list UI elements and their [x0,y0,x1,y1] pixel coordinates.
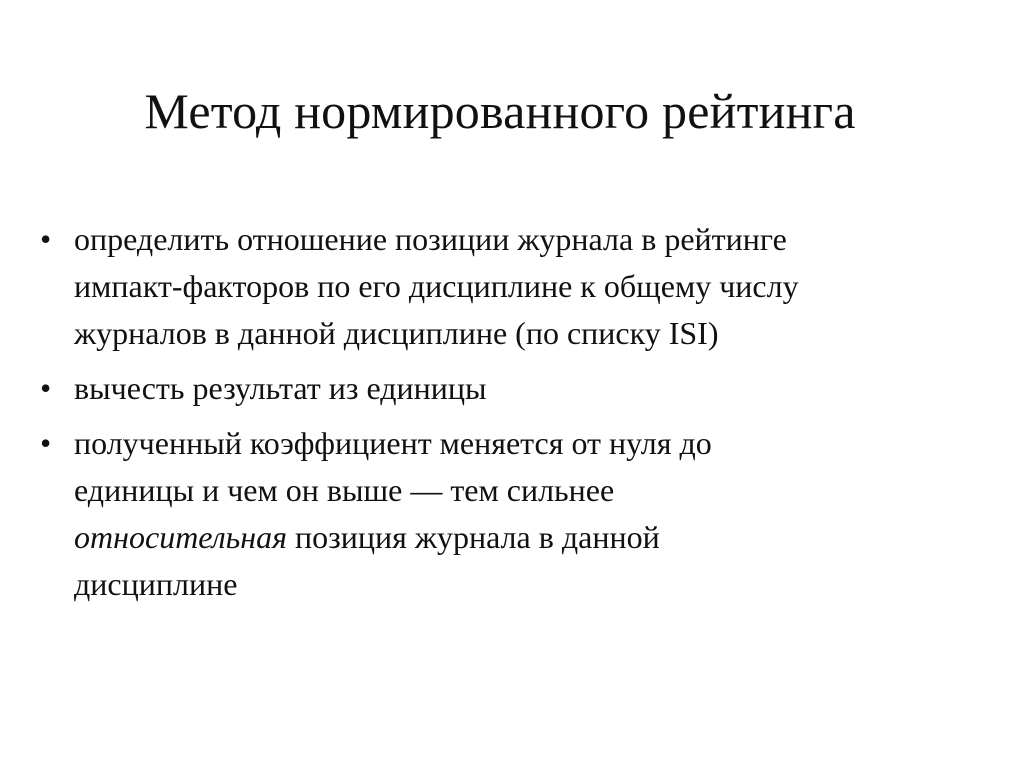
bullet-line: вычесть результат из единицы [74,370,487,406]
list-item [40,365,1000,412]
bullet-line-mixed [74,514,1000,561]
slide-title: Метод нормированного рейтинга [144,83,856,139]
bullet-icon: • [40,425,52,461]
bullet-list [40,216,1000,616]
italic-emphasis: относительная [74,519,287,555]
bullet-line: полученный коэффициент меняется от нуля до [74,425,712,461]
bullet-icon: • [40,221,52,257]
list-item [40,420,1000,608]
bullet-line: дисциплине [74,566,238,602]
bullet-line-rest: позиция журнала в данной [286,519,660,555]
bullet-line: журналов в данной дисциплине (по списку ISI) [74,315,719,351]
bullet-line: импакт-факторов по его дисциплине к общему числу [74,268,799,304]
bullet-line: единицы и чем он выше — тем сильнее [74,472,615,508]
bullet-icon: • [40,370,52,406]
list-item [40,216,1000,357]
bullet-line: определить отношение позиции журнала в рейтинге [74,221,787,257]
